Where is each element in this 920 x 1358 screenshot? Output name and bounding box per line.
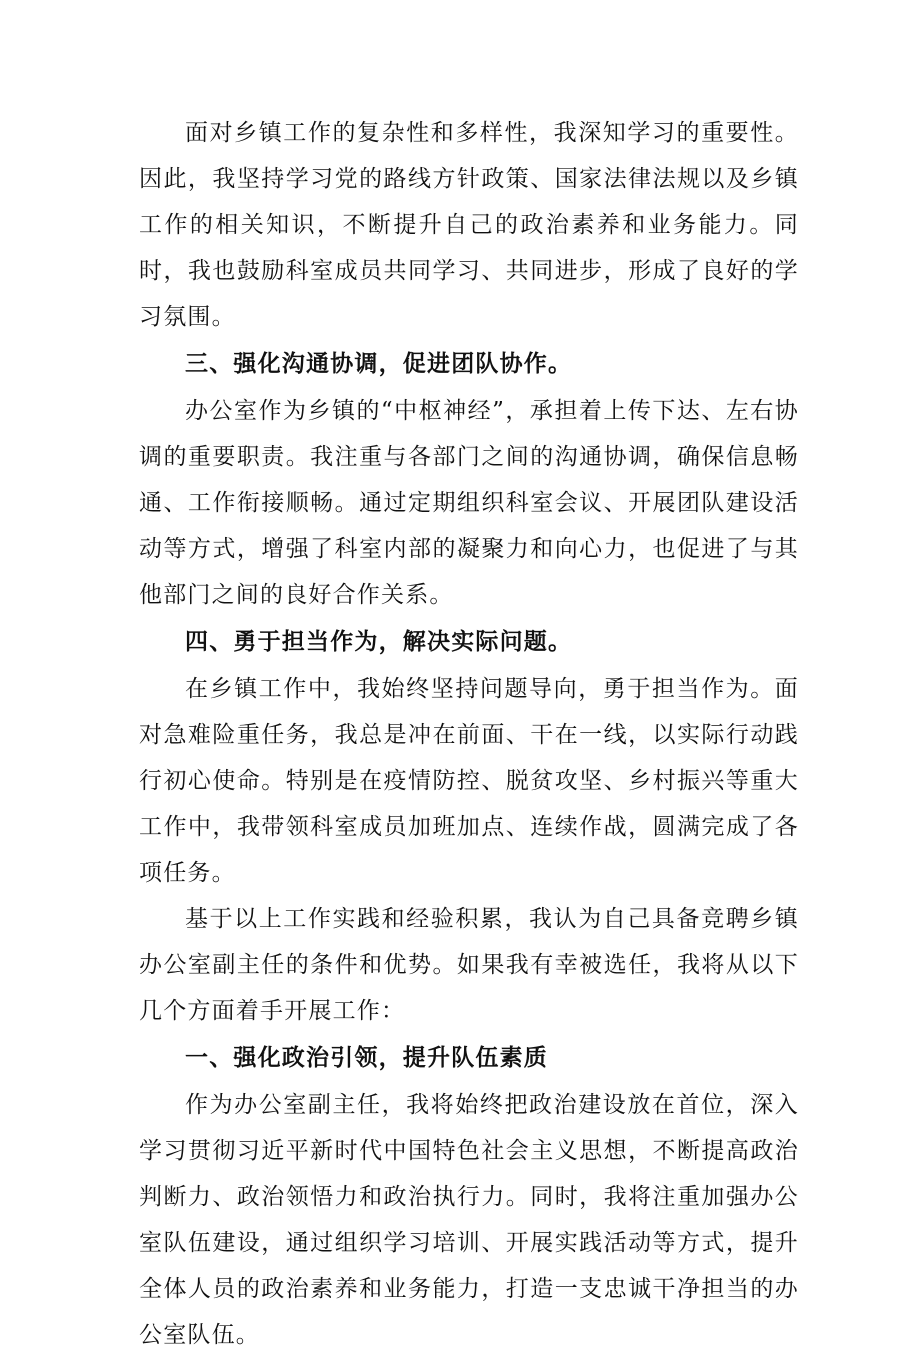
heading-communication: 三、强化沟通协调，促进团队协作。 (185, 350, 573, 377)
document-body (139, 110, 799, 1358)
heading-political-leadership: 一、强化政治引领，提升队伍素质 (185, 1044, 548, 1071)
paragraph-communication: 办公室作为乡镇的“中枢神经”，承担着上传下达、左右协调的重要职责。我注重与各部门之间的沟通协调，确保信息畅通、工作衔接顺畅。通过定期组织科室会议、开展团队建设活动等方式，增强了科室内部的凝聚力和向心力，也促进了与其他部门之间的良好合作关系。 (139, 398, 799, 608)
paragraph-responsibility: 在乡镇工作中，我始终坚持问题导向，勇于担当作为。面对急难险重任务，我总是冲在前面、干在一线，以实际行动践行初心使命。特别是在疫情防控、脱贫攻坚、乡村振兴等重大工作中，我带领科室成员加班加点、连续作战，圆满完成了各项任务。 (139, 676, 799, 886)
heading-responsibility: 四、勇于担当作为，解决实际问题。 (185, 628, 573, 655)
paragraph-learning: 面对乡镇工作的复杂性和多样性，我深知学习的重要性。因此，我坚持学习党的路线方针政策、国家法律法规以及乡镇工作的相关知识，不断提升自己的政治素养和业务能力。同时，我也鼓励科室成员共同学习、共同进步，形成了良好的学习氛围。 (139, 120, 799, 330)
paragraph-political-leadership: 作为办公室副主任，我将始终把政治建设放在首位，深入学习贯彻习近平新时代中国特色社会主义思想，不断提高政治判断力、政治领悟力和政治执行力。同时，我将注重加强办公室队伍建设，通过组织学习培训、开展实践活动等方式，提升全体人员的政治素养和业务能力，打造一支忠诚干净担当的办公室队伍。 (139, 1092, 799, 1348)
paragraph-qualification: 基于以上工作实践和经验积累，我认为自己具备竞聘乡镇办公室副主任的条件和优势。如果我有幸被选任，我将从以下几个方面着手开展工作： (139, 906, 799, 1024)
